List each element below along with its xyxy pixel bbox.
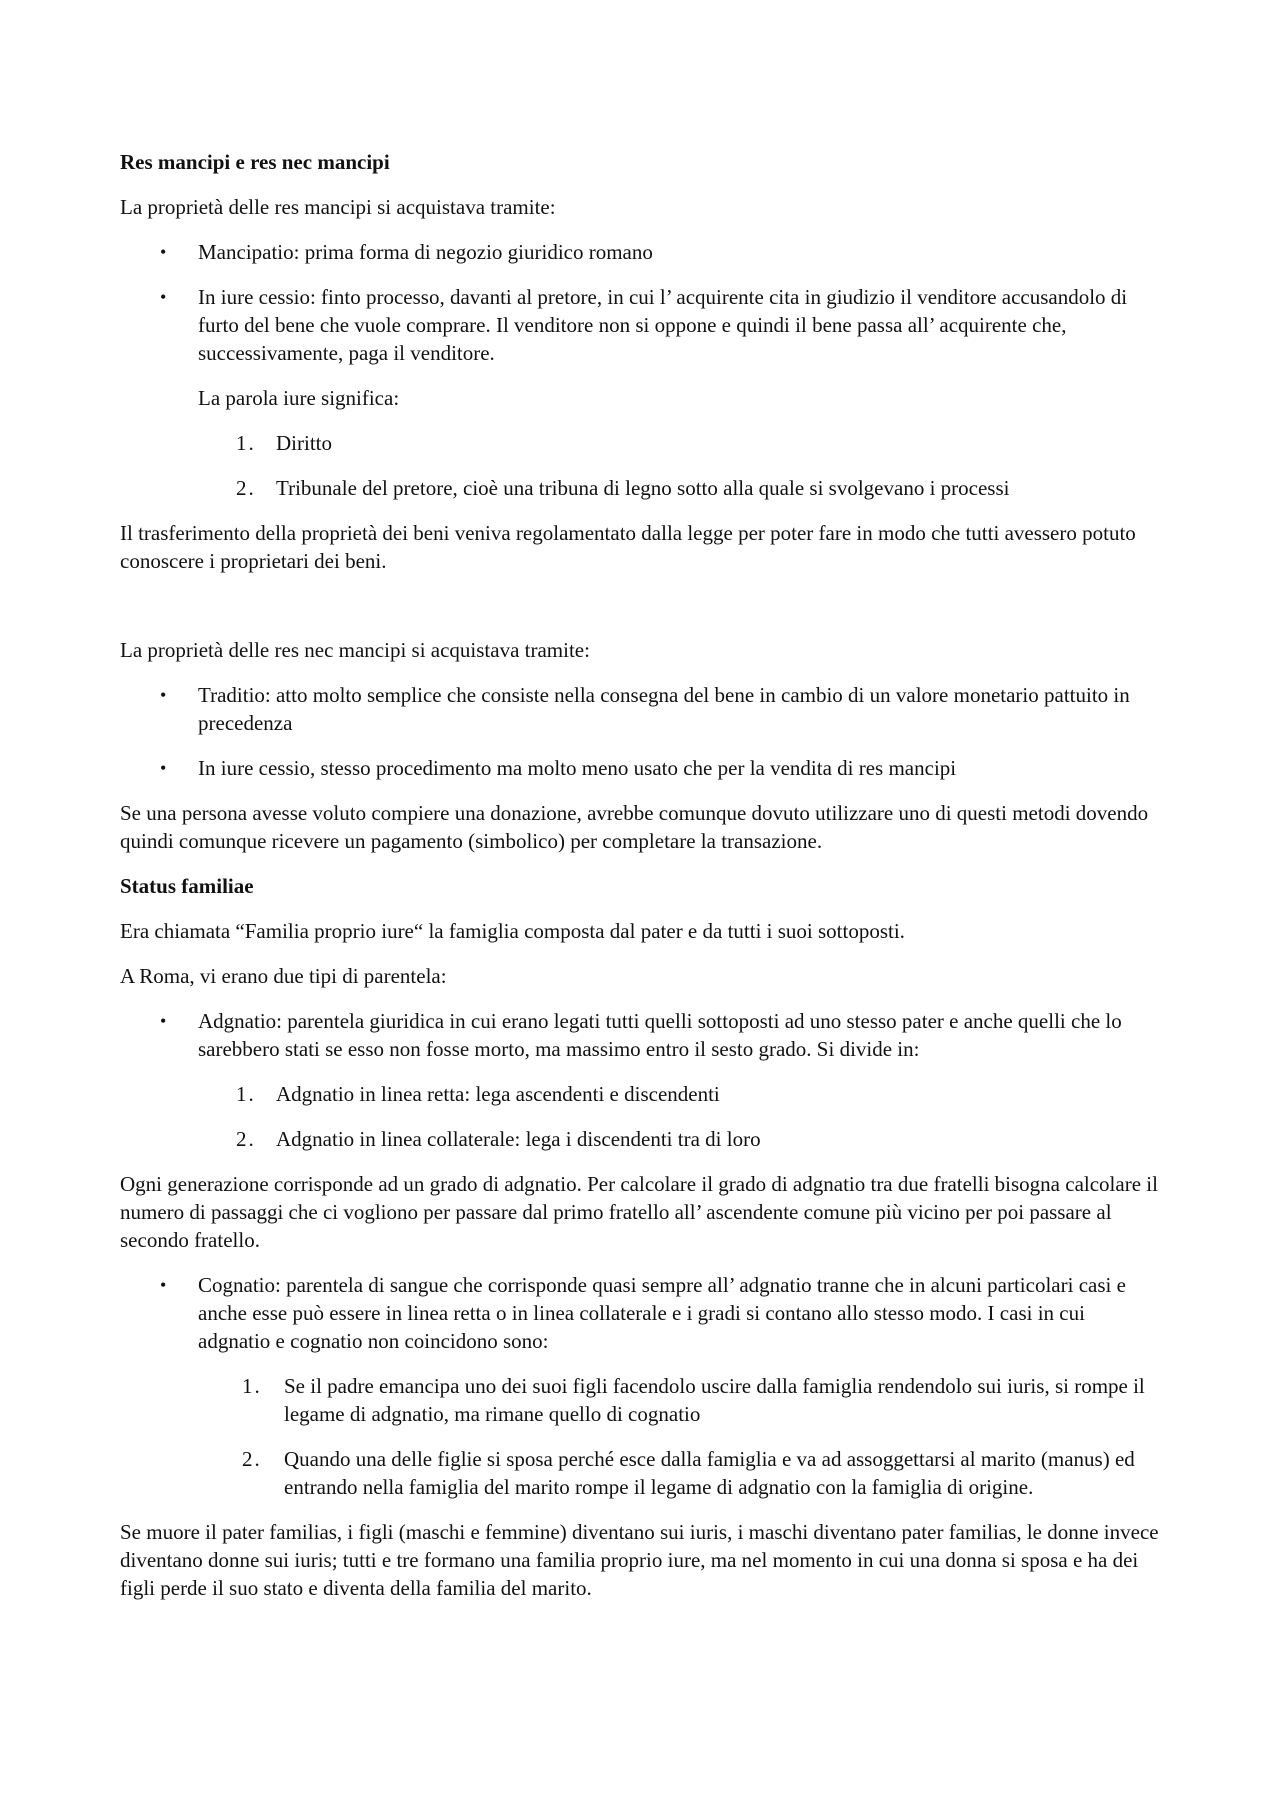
- list-item: [120, 754, 1160, 782]
- list-item-text: Adgnatio in linea retta: lega ascendenti e discendenti: [276, 1082, 720, 1106]
- roma-paragraph: A Roma, vi erano due tipi di parentela:: [120, 964, 447, 988]
- list-number: 2.: [236, 1127, 256, 1151]
- list-item: [120, 1445, 1160, 1501]
- bullet-icon: •: [160, 287, 167, 307]
- cognatio-list: [120, 1271, 1160, 1355]
- list-item: [120, 681, 1160, 737]
- grado-paragraph: Ogni generazione corrisponde ad un grado di adgnatio. Per calcolare il grado di adgnatio tra due fratelli bisogna calcolare il numero di passaggi che ci vogliono per passare dal primo fratello all’ ascendente comune più vicino per poi passare al secondo fratello.: [120, 1172, 1158, 1252]
- iure-intro: La parola iure significa:: [198, 386, 400, 410]
- list-item-text: Quando una delle figlie si sposa perché esce dalla famiglia e va ad assoggettarsi al marito (manus) ed entrando nella famiglia del marito rompe il legame di adgnatio con la famiglia di origine.: [284, 1447, 1135, 1499]
- bullet-icon: •: [160, 1275, 167, 1295]
- adgnatio-list: [120, 1007, 1160, 1063]
- heading-res-mancipi: Res mancipi e res nec mancipi: [120, 150, 390, 174]
- list-item-text: In iure cessio: finto processo, davanti al pretore, in cui l’ acquirente cita in giudizio il venditore accusandolo di furto del bene che vuole comprare. Il venditore non si oppone e quindi il bene passa all’ acquirente che, successivamente, paga il venditore.: [198, 285, 1128, 365]
- res-nec-mancipi-intro: La proprietà delle res nec mancipi si acquistava tramite:: [120, 638, 590, 662]
- list-number: 2.: [236, 476, 256, 500]
- list-item: [120, 1125, 1160, 1153]
- bullet-icon: •: [160, 242, 167, 262]
- blank-line: [120, 592, 1160, 636]
- list-item: [120, 1080, 1160, 1108]
- list-item: [120, 1007, 1160, 1063]
- document-page: [120, 148, 1160, 1619]
- list-item-text: Mancipatio: prima forma di negozio giuridico romano: [198, 240, 653, 264]
- heading-status-familiae: Status familiae: [120, 874, 254, 898]
- list-number: 1.: [236, 431, 256, 455]
- list-item-text: Diritto: [276, 431, 332, 455]
- adgnatio-sublist: [120, 1080, 1160, 1153]
- bullet-icon: •: [160, 1011, 167, 1031]
- iure-meanings-list: [120, 429, 1160, 502]
- list-item-text: Adgnatio in linea collaterale: lega i discendenti tra di loro: [276, 1127, 761, 1151]
- pater-paragraph: Se muore il pater familias, i figli (maschi e femmine) diventano sui iuris, i maschi diventano pater familias, le donne invece diventano donne sui iuris; tutti e tre formano una familia proprio iure, ma nel momento in cui una donna si sposa e ha dei figli perde il suo stato e diventa della familia del marito.: [120, 1520, 1159, 1600]
- list-item-text: Tribunale del pretore, cioè una tribuna di legno sotto alla quale si svolgevano i processi: [276, 476, 1010, 500]
- list-item: [120, 474, 1160, 502]
- list-item-text: In iure cessio, stesso procedimento ma molto meno usato che per la vendita di res mancipi: [198, 756, 957, 780]
- list-item: [120, 283, 1160, 367]
- list-item: [120, 1271, 1160, 1355]
- familia-paragraph: Era chiamata “Familia proprio iure“ la famiglia composta dal pater e da tutti i suoi sottoposti.: [120, 919, 905, 943]
- list-item-text: Se il padre emancipa uno dei suoi figli facendolo uscire dalla famiglia rendendolo sui iuris, si rompe il legame di adgnatio, ma rimane quello di cognatio: [284, 1374, 1145, 1426]
- bullet-icon: •: [160, 685, 167, 705]
- list-item: [120, 429, 1160, 457]
- bullet-icon: •: [160, 758, 167, 778]
- donation-paragraph: Se una persona avesse voluto compiere una donazione, avrebbe comunque dovuto utilizzare uno di questi metodi dovendo quindi comunque ricevere un pagamento (simbolico) per completare la transazione.: [120, 801, 1149, 853]
- list-number: 1.: [242, 1374, 262, 1398]
- list-item: [120, 1372, 1160, 1428]
- res-mancipi-intro: La proprietà delle res mancipi si acquistava tramite:: [120, 195, 556, 219]
- res-nec-mancipi-list: [120, 681, 1160, 782]
- list-item-text: Adgnatio: parentela giuridica in cui erano legati tutti quelli sottoposti ad uno stesso pater e anche quelli che lo sarebbero stati se esso non fosse morto, ma massimo entro il sesto grado. Si divide in:: [198, 1009, 1122, 1061]
- list-item-text: Cognatio: parentela di sangue che corrisponde quasi sempre all’ adgnatio tranne che in alcuni particolari casi e anche esse può essere in linea retta o in linea collaterale e i gradi si contano allo stesso modo. I casi in cui adgnatio e cognatio non coincidono sono:: [198, 1273, 1126, 1353]
- list-item: [120, 238, 1160, 266]
- transfer-paragraph: Il trasferimento della proprietà dei beni veniva regolamentato dalla legge per poter fare in modo che tutti avessero potuto conoscere i proprietari dei beni.: [120, 521, 1136, 573]
- res-mancipi-list: [120, 238, 1160, 367]
- cognatio-sublist: [120, 1372, 1160, 1501]
- list-number: 1.: [236, 1082, 256, 1106]
- list-item-text: Traditio: atto molto semplice che consiste nella consegna del bene in cambio di un valore monetario pattuito in precedenza: [198, 683, 1130, 735]
- list-number: 2.: [242, 1447, 262, 1471]
